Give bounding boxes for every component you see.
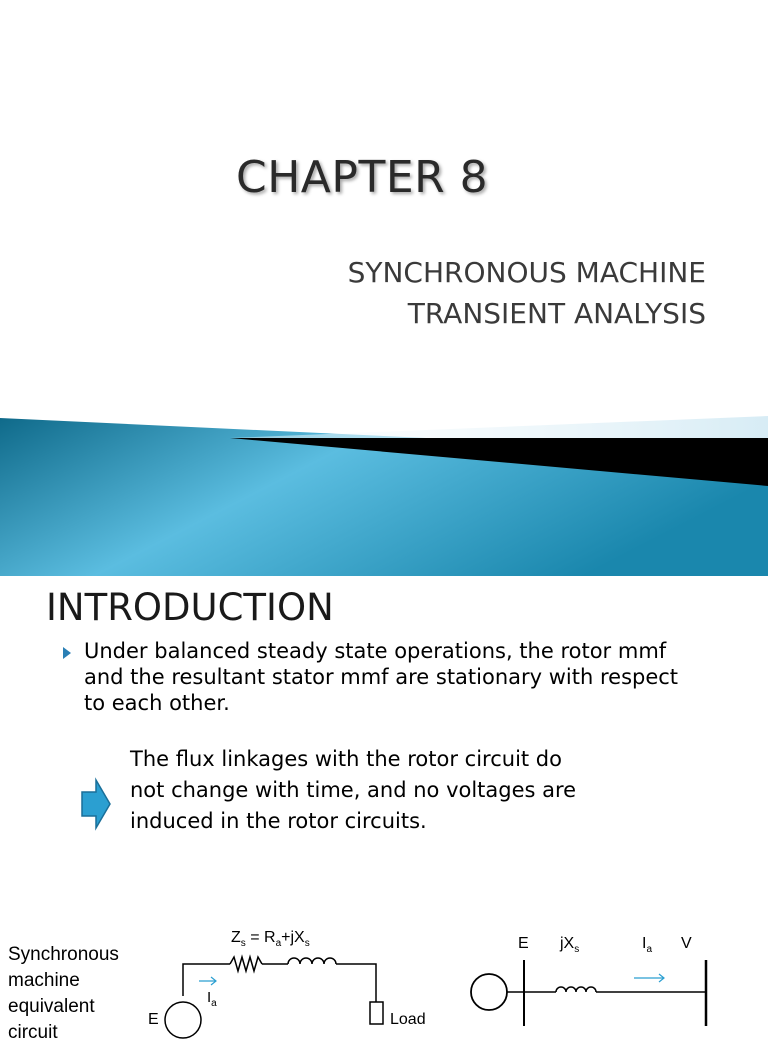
circuit-caption: Synchronous machine equivalent circuit — [8, 944, 119, 1043]
load-box — [370, 1002, 383, 1024]
bullet-text: Under balanced steady state operations, the rotor mmf and the resultant stator mmf are stationary with respect to each other. — [84, 639, 679, 715]
flux-paragraph: The flux linkages with the rotor circuit do not change with time, and no voltages are induced in the rotor circuits. — [130, 747, 577, 833]
decorative-banner — [0, 410, 768, 576]
impedance-label: $Z_s = R_a+jX_s$ — [231, 929, 310, 949]
v-label: V — [681, 935, 692, 952]
bullet-item — [62, 638, 702, 716]
subtitle-line-2: TRANSIENT ANALYSIS — [407, 297, 706, 330]
equivalent-circuit-diagram — [0, 916, 768, 1026]
e-label: E — [518, 935, 529, 952]
load-label: Load — [390, 1011, 426, 1028]
reactance-symbol — [556, 987, 596, 992]
section-title: INTRODUCTION — [46, 586, 334, 629]
resistor-symbol — [230, 957, 262, 971]
introduction-slide — [0, 576, 768, 1043]
voltage-source-symbol — [165, 1002, 201, 1038]
banner-pale-wedge — [230, 416, 768, 438]
chapter-title: CHAPTER 8 — [236, 152, 489, 203]
subtitle-line-1: SYNCHRONOUS MACHINE — [347, 256, 706, 289]
ia-label: $I_a$ — [642, 935, 653, 955]
arrow-right-icon — [80, 778, 112, 830]
generator-symbol — [471, 974, 507, 1010]
bullet-triangle-icon — [62, 646, 72, 660]
current-label: $I_a$ — [207, 989, 217, 1009]
left-circuit — [148, 929, 426, 1038]
source-label: E — [148, 1011, 159, 1028]
inductor-symbol — [288, 958, 336, 964]
right-circuit — [471, 935, 706, 1026]
chapter-subtitle — [348, 252, 706, 334]
jxs-label: $jX_s$ — [560, 935, 580, 955]
